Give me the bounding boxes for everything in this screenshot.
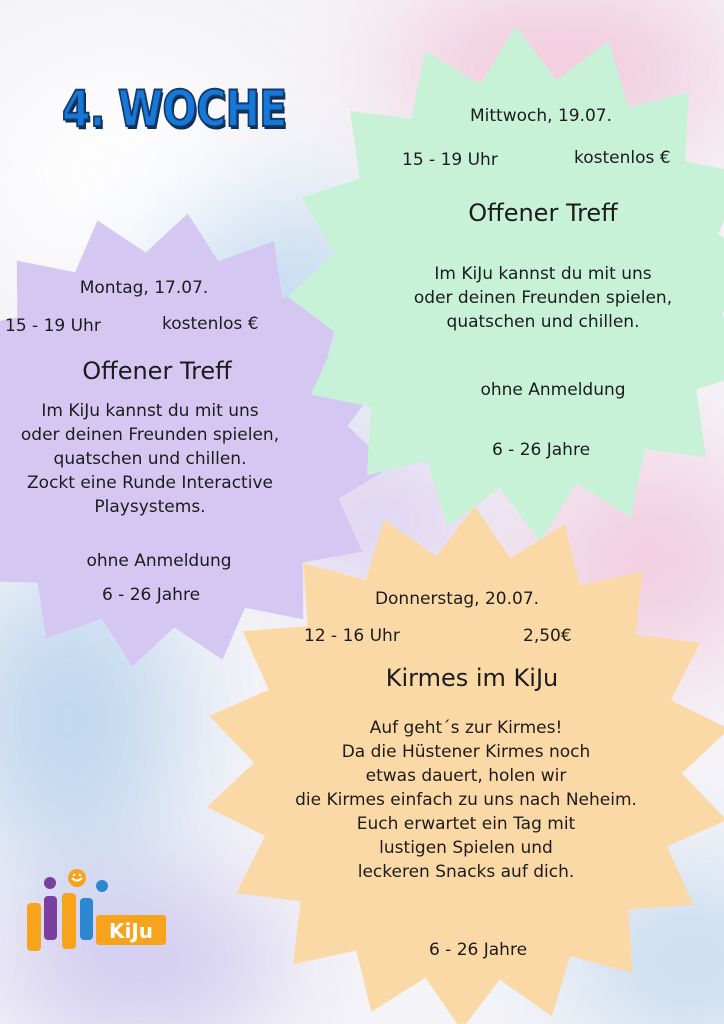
thursday-date: Donnerstag, 20.07.: [374, 589, 540, 609]
thursday-heading: Kirmes im KiJu: [385, 664, 559, 692]
thursday-desc-line: etwas dauert, holen wir: [365, 766, 567, 786]
thursday-desc-line: Da die Hüstener Kirmes noch: [341, 742, 591, 762]
monday-heading: Offener Treff: [82, 357, 232, 385]
wednesday-desc-line: quatschen und chillen.: [446, 312, 640, 332]
logo-smiley-head: [68, 869, 86, 887]
thursday-price: 2,50€: [523, 626, 572, 646]
monday-age: 6 - 26 Jahre: [101, 585, 201, 605]
monday-desc-line: Im KiJu kannst du mit uns: [41, 401, 259, 421]
wednesday-time: 15 - 19 Uhr: [402, 150, 498, 170]
wednesday-description: [414, 262, 672, 334]
kiju-logo: [22, 868, 172, 958]
thursday-desc-line: Euch erwartet ein Tag mit: [356, 814, 576, 834]
page-title: 4. WOCHE: [62, 80, 287, 138]
wednesday-desc-line: oder deinen Freunden spielen,: [413, 288, 673, 308]
monday-desc-line: quatschen und chillen.: [53, 449, 247, 469]
wednesday-price: kostenlos €: [574, 148, 671, 168]
monday-desc-line: Playsystems.: [94, 497, 206, 517]
logo-dot-blue: [96, 880, 108, 892]
logo-text: KiJu: [108, 919, 154, 943]
monday-date: Montag, 17.07.: [79, 278, 209, 298]
thursday-desc-line: Auf geht´s zur Kirmes!: [369, 718, 563, 738]
wednesday-desc-line: Im KiJu kannst du mit uns: [434, 264, 652, 284]
monday-description: [21, 399, 279, 519]
wednesday-age: 6 - 26 Jahre: [491, 440, 591, 460]
thursday-age: 6 - 26 Jahre: [428, 940, 528, 960]
monday-time: 15 - 19 Uhr: [5, 316, 101, 336]
thursday-desc-line: leckeren Snacks auf dich.: [357, 862, 575, 882]
logo-dot-purple: [44, 877, 56, 889]
thursday-description: [295, 716, 637, 884]
wednesday-heading: Offener Treff: [468, 199, 618, 227]
thursday-desc-line: lustigen Spielen und: [379, 838, 553, 858]
monday-price: kostenlos €: [162, 314, 259, 334]
wednesday-registration: ohne Anmeldung: [480, 380, 626, 400]
thursday-desc-line: die Kirmes einfach zu uns nach Neheim.: [295, 790, 637, 810]
monday-registration: ohne Anmeldung: [86, 551, 232, 571]
monday-desc-line: oder deinen Freunden spielen,: [20, 425, 280, 445]
monday-desc-line: Zockt eine Runde Interactive: [27, 473, 273, 493]
thursday-time: 12 - 16 Uhr: [304, 626, 400, 646]
wednesday-date: Mittwoch, 19.07.: [469, 106, 613, 126]
